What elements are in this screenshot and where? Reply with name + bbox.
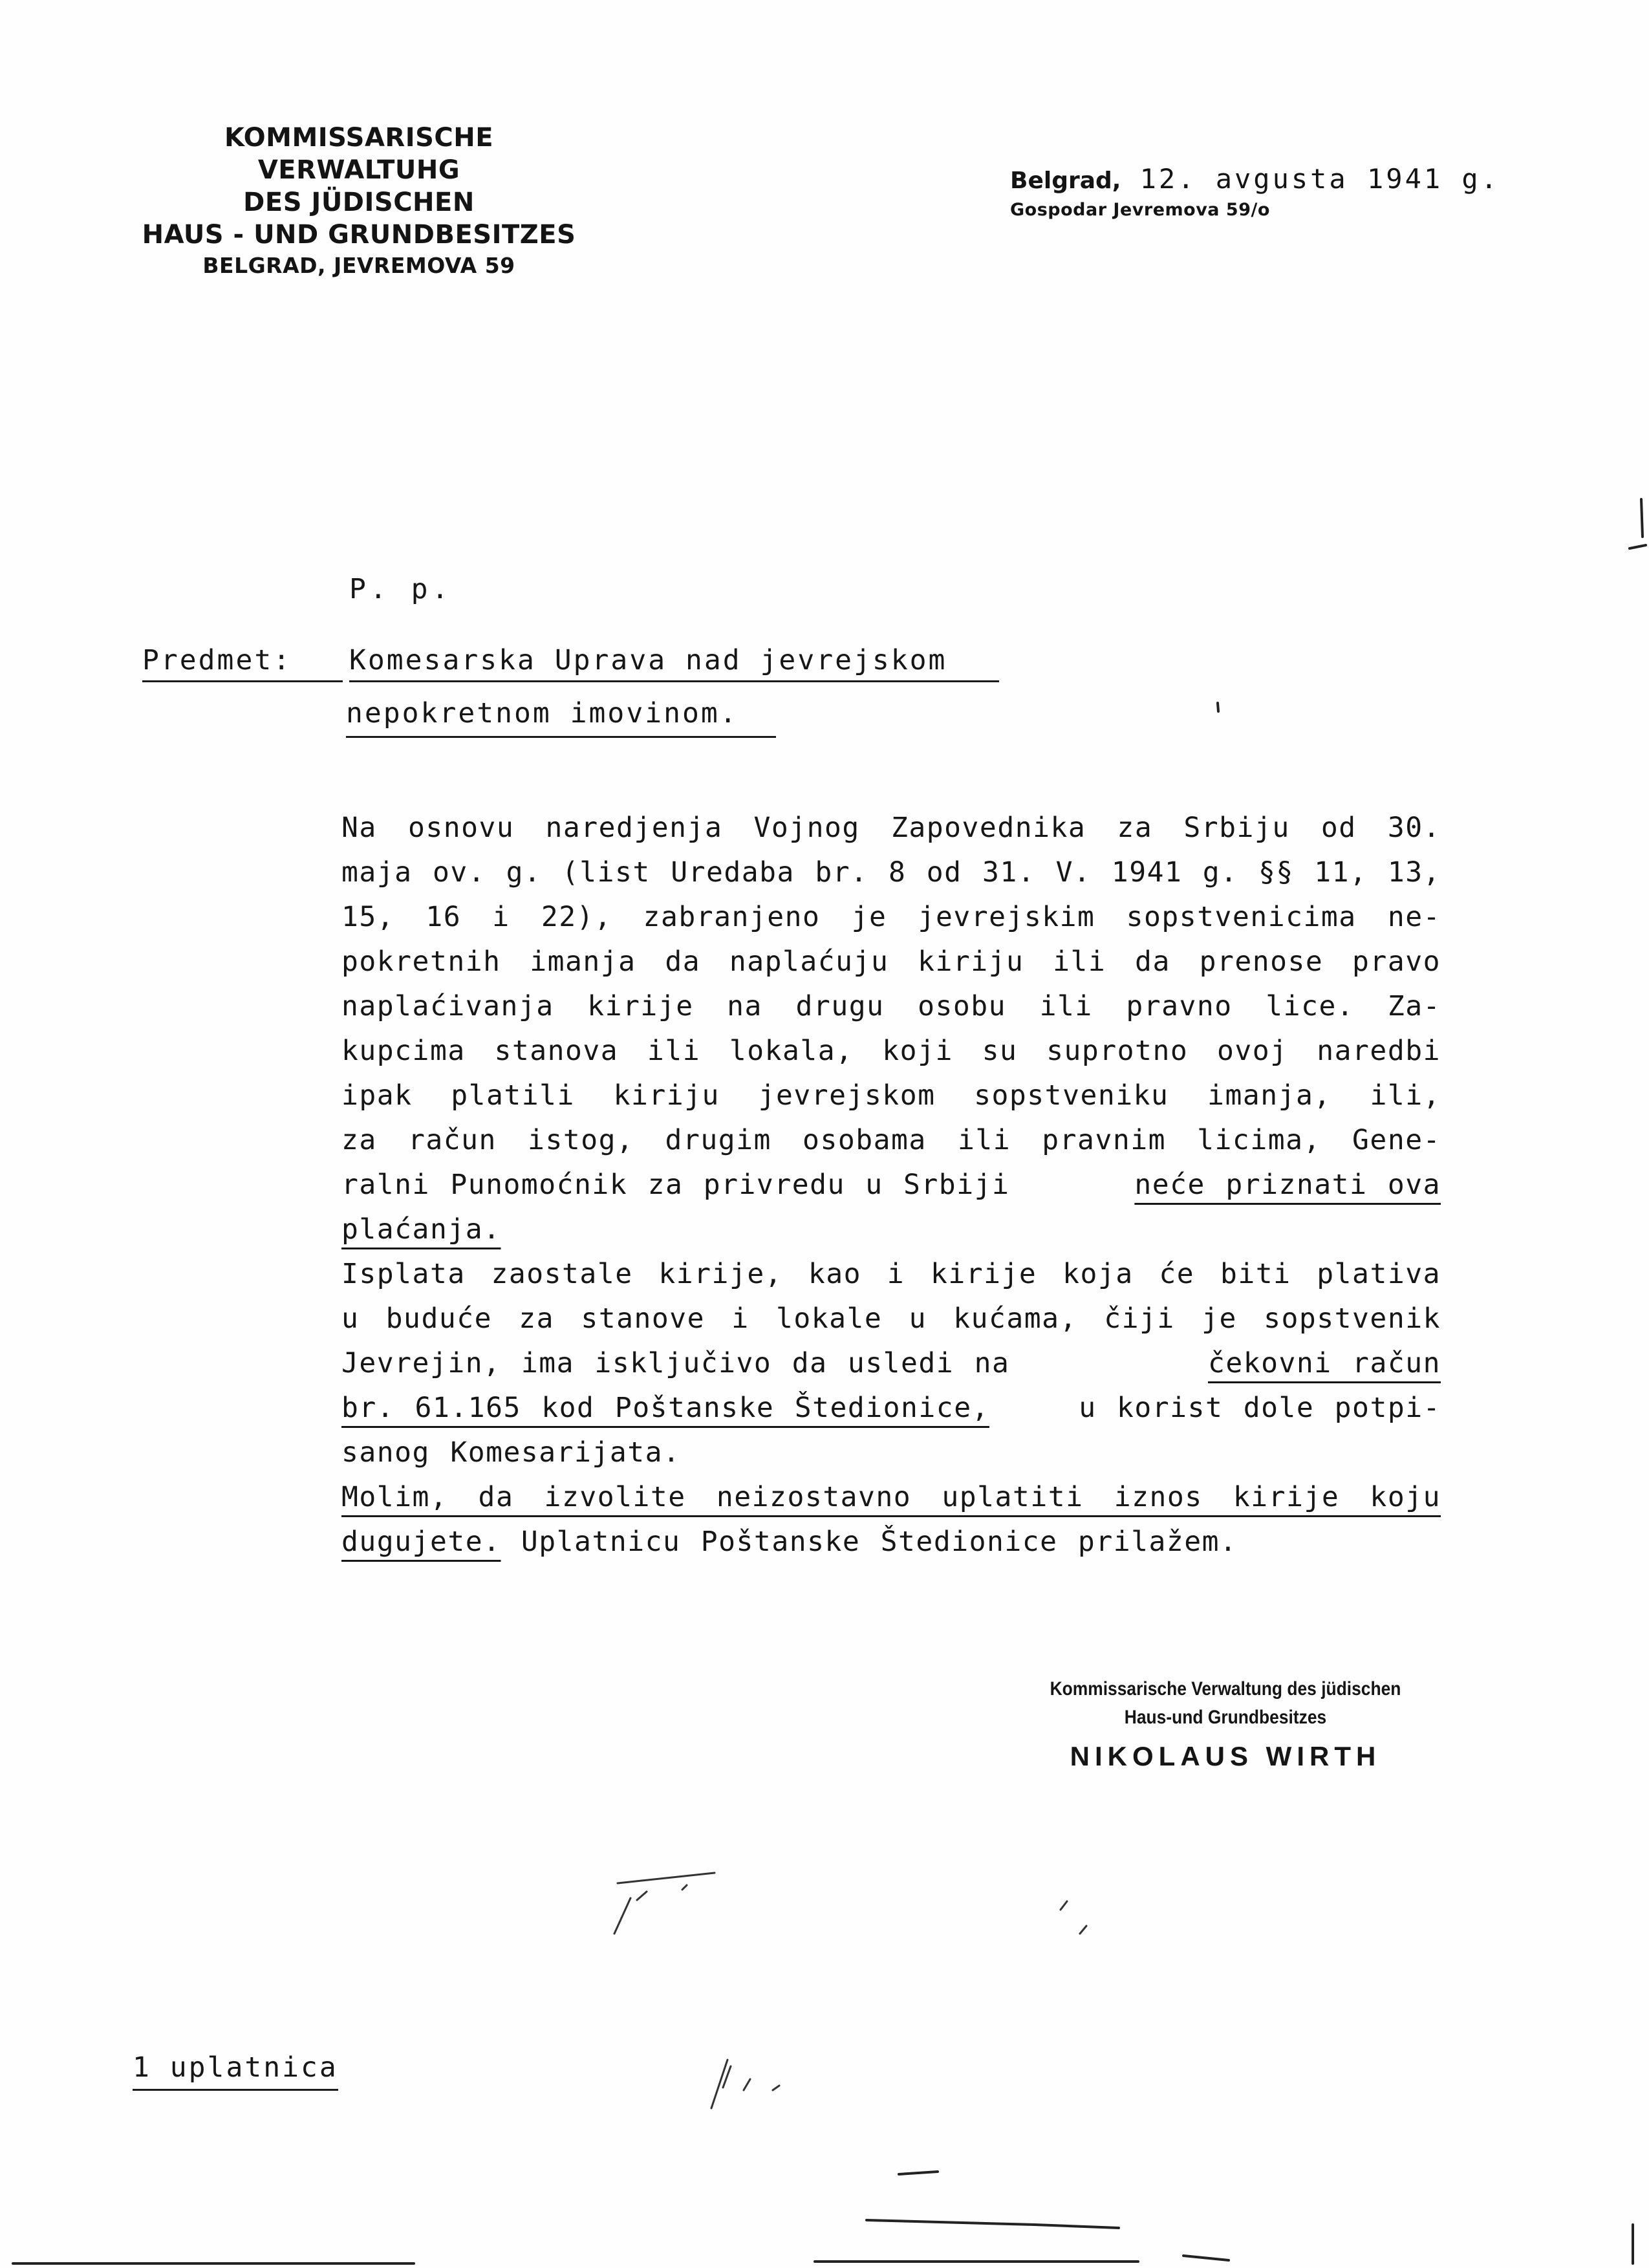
signatory-name: NIKOLAUS WIRTH (1070, 1741, 1381, 1771)
body-line: naplaćivanja kirije na drugu osobu ili pravno lice. Za- (341, 990, 1441, 1022)
subject-line-1: Komesarska Uprava nad jevrejskom (349, 644, 999, 682)
body-line: ipak platili kiriju jevrejskom sopstveniku imanja, ili, (341, 1079, 1441, 1112)
date-text: 12. avgusta 1941 g. (1139, 163, 1500, 195)
letter-body (341, 806, 1441, 1564)
letterhead-line-1: KOMMISSARISCHE VERWALTUHG (224, 123, 494, 185)
body-underlined-text: br. 61.165 kod Poštanske Štedionice, (341, 1392, 989, 1424)
body-line (341, 1520, 1441, 1564)
subject-label: Predmet: (142, 644, 343, 682)
signature-scribble (614, 1873, 1086, 2108)
subject-line-2: nepokretnom imovinom. (346, 697, 776, 738)
body-line: za račun istog, drugim osobama ili pravnim licima, Gene- (341, 1124, 1441, 1156)
body-underlined-text: plaćanja. (341, 1213, 501, 1246)
date-address: Gospodar Jevremova 59/o (1010, 200, 1270, 220)
body-underlined-text: čekovni račun (1207, 1347, 1441, 1379)
body-line (341, 1341, 1441, 1386)
letterhead-address: BELGRAD, JEVREMOVA 59 (202, 253, 515, 278)
body-line: pokretnih imanja da naplaćuju kiriju ili da prenose pravo (341, 945, 1441, 978)
body-line: Isplata zaostale kirije, kao i kirije koja će biti plativa (341, 1258, 1441, 1290)
body-line: Na osnovu naredjenja Vojnog Zapovednika za Srbiju od 30. (341, 812, 1441, 844)
signature-stamp-line-1: Kommissarische Verwaltung des jüdischen (1050, 1678, 1401, 1700)
letterhead-line-3: HAUS - UND GRUNDBESITZES (142, 220, 576, 250)
letterhead-line-2: DES JÜDISCHEN (243, 188, 475, 217)
body-text: u korist dole potpi- (1079, 1392, 1441, 1424)
body-line: 15, 16 i 22), zabranjeno je jevrejskim sopstvenicima ne- (341, 901, 1441, 933)
signature-block (999, 1675, 1452, 1772)
letterhead (123, 122, 595, 281)
body-line: u buduće za stanove i lokale u kućama, čiji je sopstvenik (341, 1302, 1441, 1335)
body-text: Uplatnicu Poštanske Štedionice prilažem. (521, 1526, 1238, 1558)
body-line (341, 1475, 1441, 1520)
date-place: Belgrad, (1010, 167, 1121, 194)
salutation: P. p. (349, 573, 453, 605)
enclosure-note: 1 uplatnica (133, 2051, 338, 2091)
body-text: ralni Punomoćnik za privredu u Srbiji (341, 1169, 1010, 1201)
body-text: Jevrejin, ima isključivo da usledi na (341, 1347, 1010, 1379)
date-block (1010, 163, 1500, 220)
body-line: kupcima stanova ili lokala, koji su suprotno ovoj naredbi (341, 1035, 1441, 1067)
body-line: sanog Komesarijata. (341, 1436, 681, 1469)
signature-stamp-line-2: Haus-und Grundbesitzes (1124, 1707, 1327, 1728)
body-underlined-text: dugujete. (341, 1526, 501, 1558)
body-line (341, 1386, 1441, 1431)
body-underlined-text: Molim, da izvolite neizostavno uplatiti iznos kirije koju (341, 1481, 1441, 1513)
body-line (341, 1163, 1441, 1207)
body-line (341, 1207, 1441, 1252)
body-line: maja ov. g. (list Uredaba br. 8 od 31. V. 1941 g. §§ 11, 13, (341, 856, 1441, 889)
body-underlined-text: neće priznati ova (1134, 1169, 1441, 1201)
